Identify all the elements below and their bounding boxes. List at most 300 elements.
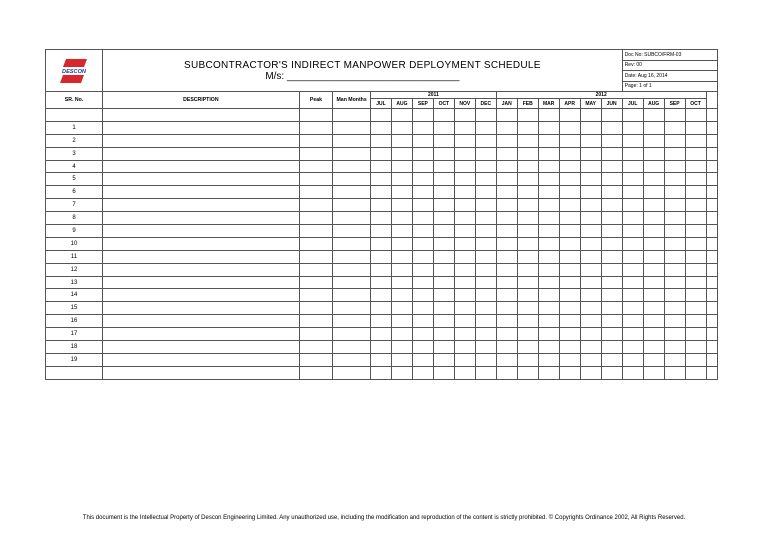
table-cell[interactable] bbox=[580, 173, 601, 186]
table-cell[interactable] bbox=[643, 134, 664, 147]
table-cell[interactable] bbox=[685, 341, 706, 354]
table-cell[interactable] bbox=[580, 160, 601, 173]
table-cell[interactable] bbox=[496, 341, 517, 354]
table-cell[interactable] bbox=[299, 121, 333, 134]
table-cell[interactable] bbox=[538, 302, 559, 315]
table-cell[interactable] bbox=[538, 366, 559, 379]
table-cell[interactable] bbox=[370, 186, 391, 199]
table-cell[interactable] bbox=[496, 173, 517, 186]
table-cell[interactable] bbox=[412, 173, 433, 186]
table-cell[interactable] bbox=[333, 366, 371, 379]
table-cell[interactable] bbox=[706, 328, 717, 341]
table-cell[interactable] bbox=[299, 263, 333, 276]
table-cell[interactable] bbox=[370, 289, 391, 302]
table-cell[interactable] bbox=[475, 353, 496, 366]
table-cell[interactable] bbox=[391, 353, 412, 366]
table-cell[interactable] bbox=[580, 263, 601, 276]
table-cell[interactable] bbox=[643, 199, 664, 212]
table-cell[interactable] bbox=[391, 199, 412, 212]
table-cell[interactable] bbox=[370, 147, 391, 160]
table-cell[interactable] bbox=[643, 147, 664, 160]
table-cell[interactable] bbox=[622, 109, 643, 122]
table-cell[interactable] bbox=[103, 237, 300, 250]
table-cell[interactable] bbox=[685, 302, 706, 315]
table-cell[interactable] bbox=[299, 212, 333, 225]
table-cell[interactable] bbox=[517, 237, 538, 250]
table-cell[interactable] bbox=[664, 302, 685, 315]
table-cell[interactable] bbox=[454, 263, 475, 276]
table-cell[interactable] bbox=[299, 173, 333, 186]
table-cell[interactable] bbox=[391, 366, 412, 379]
table-cell[interactable] bbox=[454, 173, 475, 186]
table-cell[interactable] bbox=[685, 315, 706, 328]
table-cell[interactable] bbox=[412, 109, 433, 122]
table-cell[interactable] bbox=[299, 186, 333, 199]
table-cell[interactable] bbox=[103, 250, 300, 263]
table-cell[interactable] bbox=[601, 199, 622, 212]
table-cell[interactable] bbox=[299, 353, 333, 366]
table-cell[interactable] bbox=[685, 212, 706, 225]
table-cell[interactable] bbox=[517, 353, 538, 366]
table-cell[interactable] bbox=[433, 186, 454, 199]
table-cell[interactable] bbox=[475, 328, 496, 341]
table-cell[interactable] bbox=[559, 341, 580, 354]
table-cell[interactable] bbox=[454, 341, 475, 354]
table-cell[interactable] bbox=[643, 366, 664, 379]
table-cell[interactable] bbox=[622, 212, 643, 225]
table-cell[interactable] bbox=[103, 341, 300, 354]
table-cell[interactable] bbox=[664, 199, 685, 212]
table-cell[interactable] bbox=[559, 250, 580, 263]
table-cell[interactable] bbox=[601, 315, 622, 328]
table-cell[interactable] bbox=[517, 328, 538, 341]
table-cell[interactable] bbox=[601, 186, 622, 199]
table-cell[interactable] bbox=[496, 199, 517, 212]
table-cell[interactable] bbox=[622, 173, 643, 186]
table-cell[interactable] bbox=[517, 315, 538, 328]
table-cell[interactable] bbox=[370, 341, 391, 354]
table-cell[interactable] bbox=[517, 160, 538, 173]
table-cell[interactable] bbox=[433, 225, 454, 238]
table-cell[interactable] bbox=[496, 225, 517, 238]
table-cell[interactable] bbox=[580, 212, 601, 225]
table-cell[interactable] bbox=[103, 173, 300, 186]
table-cell[interactable] bbox=[475, 134, 496, 147]
table-cell[interactable] bbox=[412, 250, 433, 263]
table-cell[interactable] bbox=[103, 328, 300, 341]
table-cell[interactable] bbox=[391, 289, 412, 302]
table-cell[interactable] bbox=[299, 328, 333, 341]
table-cell[interactable] bbox=[103, 147, 300, 160]
table-cell[interactable] bbox=[454, 250, 475, 263]
table-cell[interactable] bbox=[496, 160, 517, 173]
table-cell[interactable] bbox=[559, 353, 580, 366]
table-cell[interactable] bbox=[391, 147, 412, 160]
table-cell[interactable] bbox=[412, 225, 433, 238]
table-cell[interactable] bbox=[475, 289, 496, 302]
table-cell[interactable] bbox=[538, 199, 559, 212]
table-cell[interactable] bbox=[496, 186, 517, 199]
table-cell[interactable] bbox=[412, 186, 433, 199]
table-cell[interactable] bbox=[559, 289, 580, 302]
table-cell[interactable] bbox=[601, 328, 622, 341]
table-cell[interactable] bbox=[412, 315, 433, 328]
table-cell[interactable] bbox=[391, 328, 412, 341]
table-cell[interactable] bbox=[496, 109, 517, 122]
table-cell[interactable] bbox=[517, 302, 538, 315]
table-cell[interactable] bbox=[706, 302, 717, 315]
table-cell[interactable] bbox=[643, 289, 664, 302]
table-cell[interactable] bbox=[601, 160, 622, 173]
table-cell[interactable] bbox=[559, 147, 580, 160]
table-cell[interactable] bbox=[622, 121, 643, 134]
table-cell[interactable] bbox=[538, 328, 559, 341]
table-cell[interactable] bbox=[517, 186, 538, 199]
table-cell[interactable] bbox=[333, 109, 371, 122]
table-cell[interactable] bbox=[391, 186, 412, 199]
table-cell[interactable] bbox=[580, 289, 601, 302]
table-cell[interactable] bbox=[412, 289, 433, 302]
table-cell[interactable] bbox=[475, 315, 496, 328]
table-cell[interactable] bbox=[496, 147, 517, 160]
table-cell[interactable] bbox=[433, 147, 454, 160]
table-cell[interactable] bbox=[643, 225, 664, 238]
table-cell[interactable] bbox=[433, 250, 454, 263]
table-cell[interactable] bbox=[103, 109, 300, 122]
table-cell[interactable] bbox=[391, 212, 412, 225]
table-cell[interactable] bbox=[517, 147, 538, 160]
table-cell[interactable] bbox=[580, 237, 601, 250]
table-cell[interactable] bbox=[103, 289, 300, 302]
table-cell[interactable] bbox=[454, 302, 475, 315]
table-cell[interactable] bbox=[643, 353, 664, 366]
table-cell[interactable] bbox=[706, 263, 717, 276]
table-cell[interactable] bbox=[496, 366, 517, 379]
table-cell[interactable] bbox=[496, 263, 517, 276]
table-cell[interactable] bbox=[370, 250, 391, 263]
table-cell[interactable] bbox=[622, 263, 643, 276]
table-cell[interactable] bbox=[475, 186, 496, 199]
table-cell[interactable] bbox=[538, 276, 559, 289]
table-cell[interactable] bbox=[559, 160, 580, 173]
table-cell[interactable] bbox=[559, 366, 580, 379]
table-cell[interactable] bbox=[496, 237, 517, 250]
table-cell[interactable] bbox=[433, 289, 454, 302]
table-cell[interactable] bbox=[643, 250, 664, 263]
table-cell[interactable] bbox=[475, 199, 496, 212]
table-cell[interactable] bbox=[517, 134, 538, 147]
table-cell[interactable] bbox=[391, 250, 412, 263]
table-cell[interactable] bbox=[412, 276, 433, 289]
table-cell[interactable] bbox=[433, 237, 454, 250]
table-cell[interactable] bbox=[333, 186, 371, 199]
table-cell[interactable] bbox=[559, 212, 580, 225]
table-cell[interactable] bbox=[685, 276, 706, 289]
table-cell[interactable] bbox=[580, 353, 601, 366]
table-cell[interactable] bbox=[538, 250, 559, 263]
table-cell[interactable] bbox=[538, 225, 559, 238]
table-cell[interactable] bbox=[643, 237, 664, 250]
table-cell[interactable] bbox=[475, 276, 496, 289]
table-cell[interactable] bbox=[333, 121, 371, 134]
table-cell[interactable] bbox=[538, 109, 559, 122]
table-cell[interactable] bbox=[685, 121, 706, 134]
table-cell[interactable] bbox=[664, 160, 685, 173]
table-cell[interactable] bbox=[643, 341, 664, 354]
table-cell[interactable] bbox=[622, 341, 643, 354]
table-cell[interactable] bbox=[706, 109, 717, 122]
table-cell[interactable] bbox=[412, 353, 433, 366]
table-cell[interactable] bbox=[643, 212, 664, 225]
table-cell[interactable] bbox=[643, 315, 664, 328]
table-cell[interactable] bbox=[433, 212, 454, 225]
table-cell[interactable] bbox=[370, 366, 391, 379]
table-cell[interactable] bbox=[496, 328, 517, 341]
table-cell[interactable] bbox=[706, 250, 717, 263]
table-cell[interactable] bbox=[601, 237, 622, 250]
table-cell[interactable] bbox=[391, 160, 412, 173]
table-cell[interactable] bbox=[664, 237, 685, 250]
table-cell[interactable] bbox=[601, 276, 622, 289]
table-cell[interactable] bbox=[370, 237, 391, 250]
table-cell[interactable] bbox=[580, 250, 601, 263]
table-cell[interactable] bbox=[622, 160, 643, 173]
table-cell[interactable] bbox=[370, 263, 391, 276]
table-cell[interactable] bbox=[559, 315, 580, 328]
table-cell[interactable] bbox=[391, 315, 412, 328]
table-cell[interactable] bbox=[496, 134, 517, 147]
table-cell[interactable] bbox=[517, 121, 538, 134]
table-cell[interactable] bbox=[391, 173, 412, 186]
table-cell[interactable] bbox=[601, 147, 622, 160]
table-cell[interactable] bbox=[475, 341, 496, 354]
table-cell[interactable] bbox=[454, 160, 475, 173]
table-cell[interactable] bbox=[299, 276, 333, 289]
table-cell[interactable] bbox=[412, 302, 433, 315]
table-cell[interactable] bbox=[433, 341, 454, 354]
table-cell[interactable] bbox=[333, 315, 371, 328]
table-cell[interactable] bbox=[412, 366, 433, 379]
table-cell[interactable] bbox=[622, 134, 643, 147]
table-cell[interactable] bbox=[601, 289, 622, 302]
table-cell[interactable] bbox=[454, 212, 475, 225]
table-cell[interactable] bbox=[664, 121, 685, 134]
table-cell[interactable] bbox=[559, 225, 580, 238]
table-cell[interactable] bbox=[706, 121, 717, 134]
table-cell[interactable] bbox=[391, 121, 412, 134]
table-cell[interactable] bbox=[391, 134, 412, 147]
table-cell[interactable] bbox=[706, 199, 717, 212]
table-cell[interactable] bbox=[706, 315, 717, 328]
table-cell[interactable] bbox=[496, 289, 517, 302]
table-cell[interactable] bbox=[103, 225, 300, 238]
table-cell[interactable] bbox=[370, 121, 391, 134]
table-cell[interactable] bbox=[475, 250, 496, 263]
table-cell[interactable] bbox=[685, 353, 706, 366]
table-cell[interactable] bbox=[299, 341, 333, 354]
table-cell[interactable] bbox=[391, 109, 412, 122]
table-cell[interactable] bbox=[299, 302, 333, 315]
table-cell[interactable] bbox=[517, 173, 538, 186]
table-cell[interactable] bbox=[517, 341, 538, 354]
table-cell[interactable] bbox=[299, 315, 333, 328]
table-cell[interactable] bbox=[370, 315, 391, 328]
table-cell[interactable] bbox=[433, 353, 454, 366]
table-cell[interactable] bbox=[685, 250, 706, 263]
table-cell[interactable] bbox=[517, 212, 538, 225]
table-cell[interactable] bbox=[299, 160, 333, 173]
table-cell[interactable] bbox=[475, 173, 496, 186]
table-cell[interactable] bbox=[103, 186, 300, 199]
table-cell[interactable] bbox=[475, 212, 496, 225]
table-cell[interactable] bbox=[454, 237, 475, 250]
table-cell[interactable] bbox=[601, 250, 622, 263]
table-cell[interactable] bbox=[103, 315, 300, 328]
table-cell[interactable] bbox=[538, 147, 559, 160]
table-cell[interactable] bbox=[580, 366, 601, 379]
table-cell[interactable] bbox=[454, 289, 475, 302]
table-cell[interactable] bbox=[496, 276, 517, 289]
table-cell[interactable] bbox=[538, 160, 559, 173]
table-cell[interactable] bbox=[601, 121, 622, 134]
table-cell[interactable] bbox=[538, 237, 559, 250]
table-cell[interactable] bbox=[601, 109, 622, 122]
table-cell[interactable] bbox=[475, 109, 496, 122]
table-cell[interactable] bbox=[370, 225, 391, 238]
table-cell[interactable] bbox=[299, 289, 333, 302]
table-cell[interactable] bbox=[664, 225, 685, 238]
table-cell[interactable] bbox=[299, 147, 333, 160]
table-cell[interactable] bbox=[664, 289, 685, 302]
table-cell[interactable] bbox=[664, 212, 685, 225]
table-cell[interactable] bbox=[580, 186, 601, 199]
table-cell[interactable] bbox=[433, 366, 454, 379]
table-cell[interactable] bbox=[601, 353, 622, 366]
table-cell[interactable] bbox=[538, 263, 559, 276]
table-cell[interactable] bbox=[299, 134, 333, 147]
table-cell[interactable] bbox=[496, 212, 517, 225]
table-cell[interactable] bbox=[706, 147, 717, 160]
table-cell[interactable] bbox=[103, 276, 300, 289]
table-cell[interactable] bbox=[517, 366, 538, 379]
table-cell[interactable] bbox=[664, 341, 685, 354]
table-cell[interactable] bbox=[370, 134, 391, 147]
table-cell[interactable] bbox=[333, 341, 371, 354]
table-cell[interactable] bbox=[559, 263, 580, 276]
table-cell[interactable] bbox=[601, 173, 622, 186]
table-cell[interactable] bbox=[538, 134, 559, 147]
table-cell[interactable] bbox=[475, 121, 496, 134]
table-cell[interactable] bbox=[412, 237, 433, 250]
table-cell[interactable] bbox=[299, 250, 333, 263]
table-cell[interactable] bbox=[496, 121, 517, 134]
table-cell[interactable] bbox=[664, 186, 685, 199]
table-cell[interactable] bbox=[559, 121, 580, 134]
table-cell[interactable] bbox=[664, 328, 685, 341]
table-cell[interactable] bbox=[333, 263, 371, 276]
table-cell[interactable] bbox=[664, 353, 685, 366]
table-cell[interactable] bbox=[433, 263, 454, 276]
table-cell[interactable] bbox=[412, 147, 433, 160]
table-cell[interactable] bbox=[103, 121, 300, 134]
table-cell[interactable] bbox=[685, 173, 706, 186]
table-cell[interactable] bbox=[475, 302, 496, 315]
table-cell[interactable] bbox=[559, 302, 580, 315]
table-cell[interactable] bbox=[454, 134, 475, 147]
table-cell[interactable] bbox=[706, 366, 717, 379]
table-cell[interactable] bbox=[333, 199, 371, 212]
table-cell[interactable] bbox=[643, 173, 664, 186]
table-cell[interactable] bbox=[643, 160, 664, 173]
table-cell[interactable] bbox=[433, 276, 454, 289]
table-cell[interactable] bbox=[496, 315, 517, 328]
table-cell[interactable] bbox=[580, 328, 601, 341]
table-cell[interactable] bbox=[706, 276, 717, 289]
table-cell[interactable] bbox=[333, 289, 371, 302]
table-cell[interactable] bbox=[538, 315, 559, 328]
table-cell[interactable] bbox=[664, 366, 685, 379]
table-cell[interactable] bbox=[685, 147, 706, 160]
table-cell[interactable] bbox=[580, 121, 601, 134]
table-cell[interactable] bbox=[412, 121, 433, 134]
table-cell[interactable] bbox=[559, 328, 580, 341]
table-cell[interactable] bbox=[433, 302, 454, 315]
table-cell[interactable] bbox=[601, 263, 622, 276]
table-cell[interactable] bbox=[454, 199, 475, 212]
table-cell[interactable] bbox=[622, 147, 643, 160]
table-cell[interactable] bbox=[333, 328, 371, 341]
table-cell[interactable] bbox=[517, 276, 538, 289]
table-cell[interactable] bbox=[475, 225, 496, 238]
table-cell[interactable] bbox=[538, 289, 559, 302]
table-cell[interactable] bbox=[622, 186, 643, 199]
table-cell[interactable] bbox=[333, 276, 371, 289]
table-cell[interactable] bbox=[685, 366, 706, 379]
table-cell[interactable] bbox=[517, 225, 538, 238]
table-cell[interactable] bbox=[517, 250, 538, 263]
table-cell[interactable] bbox=[580, 134, 601, 147]
table-cell[interactable] bbox=[643, 276, 664, 289]
table-cell[interactable] bbox=[454, 353, 475, 366]
table-cell[interactable] bbox=[643, 121, 664, 134]
table-cell[interactable] bbox=[333, 147, 371, 160]
table-cell[interactable] bbox=[622, 315, 643, 328]
table-cell[interactable] bbox=[433, 134, 454, 147]
table-cell[interactable] bbox=[601, 366, 622, 379]
table-cell[interactable] bbox=[333, 250, 371, 263]
table-cell[interactable] bbox=[517, 199, 538, 212]
table-cell[interactable] bbox=[475, 147, 496, 160]
table-cell[interactable] bbox=[580, 302, 601, 315]
table-cell[interactable] bbox=[664, 147, 685, 160]
table-cell[interactable] bbox=[643, 328, 664, 341]
table-cell[interactable] bbox=[664, 173, 685, 186]
table-cell[interactable] bbox=[333, 302, 371, 315]
table-cell[interactable] bbox=[454, 109, 475, 122]
table-cell[interactable] bbox=[103, 302, 300, 315]
table-cell[interactable] bbox=[412, 328, 433, 341]
table-cell[interactable] bbox=[412, 341, 433, 354]
table-cell[interactable] bbox=[103, 134, 300, 147]
table-cell[interactable] bbox=[685, 160, 706, 173]
table-cell[interactable] bbox=[601, 302, 622, 315]
table-cell[interactable] bbox=[622, 366, 643, 379]
table-cell[interactable] bbox=[475, 160, 496, 173]
table-cell[interactable] bbox=[622, 353, 643, 366]
table-cell[interactable] bbox=[333, 353, 371, 366]
table-cell[interactable] bbox=[622, 328, 643, 341]
table-cell[interactable] bbox=[559, 134, 580, 147]
